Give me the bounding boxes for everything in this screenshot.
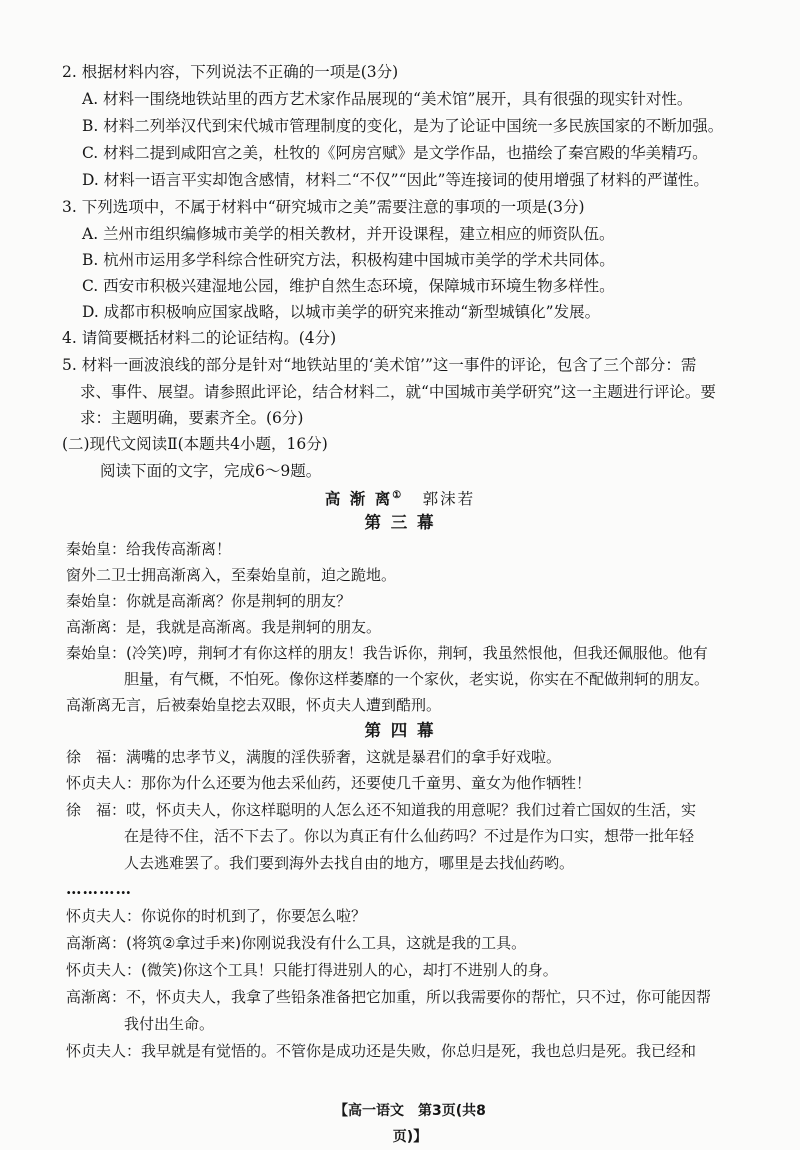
- script-line-2: 窗外二卫士拥高渐离入，至秦始皇前，迫之跪地。: [66, 566, 397, 584]
- script-line-8: 怀贞夫人：那你为什么还要为他去采仙药，还要使几千童男、童女为他作牺牲！: [66, 774, 592, 792]
- script-line-9c: 人去逃难罢了。我们要到海外去找自由的地方，哪里是去找仙药哟。: [124, 854, 575, 872]
- script-line-4: 高渐离：是，我就是高渐离。我是荆轲的朋友。: [66, 618, 382, 636]
- script-line-3: 秦始皇：你就是高渐离？你是荆轲的朋友？: [66, 592, 352, 610]
- section-instruction: 阅读下面的文字，完成6～9题。: [100, 462, 322, 480]
- script-line-12: 怀贞夫人：(微笑)你这个工具！只能打得进别人的心，却打不进别人的身。: [66, 961, 558, 979]
- play-author: 郭沫若: [422, 490, 476, 509]
- question-2-option-d: D. 材料一语言平实却饱含感情，材料二“不仅”“因此”等连接词的使用增强了材料的严谨性。: [82, 171, 709, 189]
- script-line-6: 高渐离无言，后被秦始皇挖去双眼，怀贞夫人遭到酷刑。: [66, 696, 442, 714]
- question-5-line-3: 求：主题明确，要素齐全。(6分): [80, 409, 304, 427]
- question-2-option-a: A. 材料一围绕地铁站里的西方艺术家作品展现的“美术馆”展开，具有很强的现实针对性。: [82, 90, 693, 108]
- script-line-14: 怀贞夫人：我早就是有觉悟的。不管你是成功还是失败，你总归是死，我也总归是死。我已经和: [66, 1042, 697, 1060]
- question-3-stem: 3. 下列选项中，不属于材料中“研究城市之美”需要注意的事项的一项是(3分): [62, 198, 585, 216]
- script-line-9a: 徐 福：哎，怀贞夫人，你这样聪明的人怎么还不知道我的用意呢？我们过着亡国奴的生活，实: [66, 801, 697, 819]
- script-line-13b: 我付出生命。: [124, 1015, 215, 1033]
- script-line-11: 高渐离：(将筑②拿过手来)你刚说我没有什么工具，这就是我的工具。: [66, 934, 527, 952]
- script-line-5a: 秦始皇：(冷笑)哼，荆轲才有你这样的朋友！我告诉你，荆轲，我虽然恨他，但我还佩服他。他有: [66, 644, 708, 662]
- act-3-heading: 第 三 幕: [364, 513, 436, 532]
- play-title-line: [0, 483, 800, 512]
- play-title: 高 渐 离: [324, 489, 393, 509]
- script-line-7: 徐 福：满嘴的忠孝节义，满腹的淫佚骄奢，这就是暴君们的拿手好戏啦。: [66, 748, 562, 766]
- ellipsis-divider: …………: [66, 879, 132, 898]
- section-heading: (二)现代文阅读Ⅱ(本题共4小题，16分): [62, 435, 328, 453]
- script-line-10: 怀贞夫人：你说你的时机到了，你要怎么啦？: [66, 907, 367, 925]
- script-line-1: 秦始皇：给我传高渐离！: [66, 540, 232, 558]
- question-4: 4. 请简要概括材料二的论证结构。(4分): [62, 329, 337, 347]
- question-3-option-d: D. 成都市积极响应国家战略，以城市美学的研究来推动“新型城镇化”发展。: [82, 303, 601, 321]
- question-2-option-c: C. 材料二提到咸阳宫之美，杜牧的《阿房宫赋》是文学作品，也描绘了秦宫殿的华美精巧。: [82, 144, 708, 162]
- question-3-option-a: A. 兰州市组织编修城市美学的相关教材，并开设课程，建立相应的师资队伍。: [82, 225, 615, 243]
- script-line-13a: 高渐离：不，怀贞夫人，我拿了些铅条准备把它加重，所以我需要你的帮忙，只不过，你可能因帮: [66, 988, 712, 1006]
- question-2-option-b: B. 材料二列举汉代到宋代城市管理制度的变化，是为了论证中国统一多民族国家的不断加强。: [82, 117, 724, 135]
- question-3-option-b: B. 杭州市运用多学科综合性研究方法，积极构建中国城市美学的学术共同体。: [82, 251, 615, 269]
- page-footer: [330, 1098, 490, 1145]
- act-4-heading: 第 四 幕: [364, 721, 436, 740]
- play-title-footnote-mark: ①: [392, 490, 404, 501]
- question-5-line-2: 求、事件、展望。请参照此评论，结合材料二，就“中国城市美学研究”这一主题进行评论。要: [80, 383, 716, 401]
- question-5-line-1: 5. 材料一画波浪线的部分是针对“地铁站里的‘美术馆’”这一事件的评论，包含了三个部分：需: [62, 356, 697, 374]
- script-line-5b: 胆量，有气概，不怕死。像你这样萎靡的一个家伙，老实说，你实在不配做荆轲的朋友。: [124, 670, 710, 688]
- script-line-9b: 在是待不住，活不下去了。你以为真正有什么仙药吗？不过是作为口实，想带一批年轻: [124, 827, 695, 845]
- question-3-option-c: C. 西安市积极兴建湿地公园，维护自然生态环境，保障城市环境生物多样性。: [82, 277, 615, 295]
- question-2-stem: 2. 根据材料内容，下列说法不正确的一项是(3分): [62, 63, 399, 81]
- page-footer-label: 【高一语文 第3页(共8页)】: [334, 1103, 486, 1145]
